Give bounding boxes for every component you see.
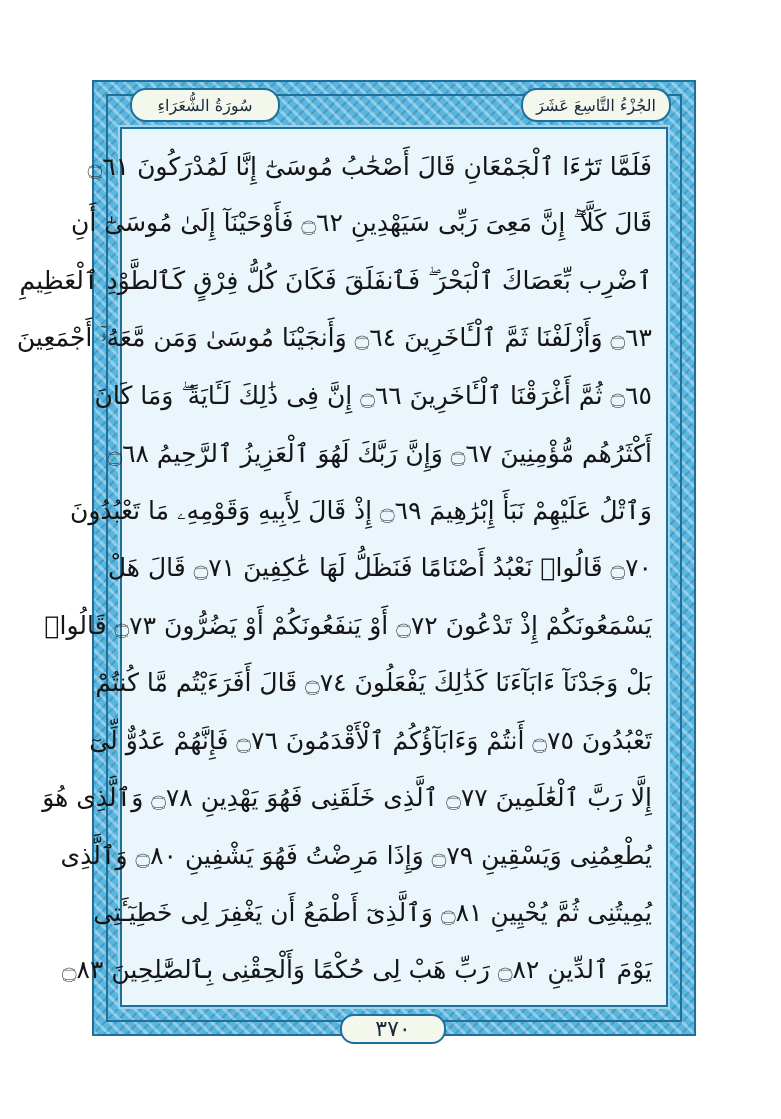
juz-header (521, 88, 671, 122)
text-line (42, 772, 658, 824)
surah-header (130, 88, 280, 122)
page-number-text: ٣٧٠ (375, 1016, 411, 1042)
text-line-content: قَالَ كَلَّآ ۖ إِنَّ مَعِىَ رَبِّى سَيَهْدِينِ ۝٦٢ فَأَوْحَيْنَآ إِلَىٰ مُوسَىٰٓ أَنِ (71, 208, 652, 238)
text-line (61, 944, 658, 996)
text-line-content: يَسْمَعُونَكُمْ إِذْ تَدْعُونَ ۝٧٢ أَوْ يَنفَعُونَكُمْ أَوْ يَضُرُّونَ ۝٧٣ قَالُوا۟ (44, 610, 652, 640)
text-line (107, 427, 658, 479)
text-line-content: وَٱتْلُ عَلَيْهِمْ نَبَأَ إِبْرَٰهِيمَ ۝٦٩ إِذْ قَالَ لِأَبِيهِ وَقَوْمِهِۦ مَا تَعْبُدُونَ (69, 495, 652, 525)
text-line-content: فَلَمَّا تَرَٰٓءَا ٱلْجَمْعَانِ قَالَ أَصْحَٰبُ مُوسَىٰٓ إِنَّا لَمُدْرَكُونَ ۝٦١ (87, 151, 652, 181)
quran-text (16, 140, 658, 996)
text-line-content: ۝٧٠ قَالُوا۟ نَعْبُدُ أَصْنَامًا فَنَظَلُّ لَهَا عَٰكِفِينَ ۝٧١ قَالَ هَلْ (107, 553, 652, 583)
text-line-content: يُمِيتُنِى ثُمَّ يُحْيِينِ ۝٨١ وَٱلَّذِىٓ أَطْمَعُ أَن يَغْفِرَ لِى خَطِيٓـَٔتِى (93, 897, 652, 927)
text-line (93, 886, 658, 938)
text-line (60, 829, 658, 881)
text-line (89, 714, 658, 766)
text-line-content: تَعْبُدُونَ ۝٧٥ أَنتُمْ وَءَابَآؤُكُمُ ٱلْأَقْدَمُونَ ۝٧٦ فَإِنَّهُمْ عَدُوٌّ لِّىٓ (89, 725, 652, 755)
text-line-content: أَكْثَرُهُم مُّؤْمِنِينَ ۝٦٧ وَإِنَّ رَبَّكَ لَهُوَ ٱلْعَزِيزُ ٱلرَّحِيمُ ۝٦٨ (107, 438, 652, 468)
text-line-content: يَوْمَ ٱلدِّينِ ۝٨٢ رَبِّ هَبْ لِى حُكْمًا وَأَلْحِقْنِى بِٱلصَّٰلِحِينَ ۝٨٣ (61, 955, 652, 985)
text-line-content: ۝٦٣ وَأَزْلَفْنَا ثَمَّ ٱلْـَٔاخَرِينَ ۝٦٤ وَأَنجَيْنَا مُوسَىٰ وَمَن مَّعَهُۥٓ أَجْمَعِينَ (16, 323, 652, 353)
text-line-content: يُطْعِمُنِى وَيَسْقِينِ ۝٧٩ وَإِذَا مَرِضْتُ فَهُوَ يَشْفِينِ ۝٨٠ وَٱلَّذِى (60, 840, 652, 870)
text-line (87, 140, 658, 192)
text-line (44, 599, 658, 651)
text-line (69, 485, 658, 537)
text-line-content: ٱضْرِب بِّعَصَاكَ ٱلْبَحْرَ ۖ فَٱنفَلَقَ فَكَانَ كُلُّ فِرْقٍ كَٱلطَّوْدِ ٱلْعَظِيمِ (19, 265, 652, 295)
text-line-content: ۝٦٥ ثُمَّ أَغْرَقْنَا ٱلْـَٔاخَرِينَ ۝٦٦ إِنَّ فِى ذَٰلِكَ لَـَٔايَةً ۖ وَمَا كَانَ (94, 380, 652, 410)
text-line (107, 542, 658, 594)
page-number (340, 1014, 446, 1044)
text-line (95, 657, 658, 709)
surah-title: سُورَةُ الشُّعَرَاءِ (157, 95, 253, 115)
text-line-content: إِلَّا رَبَّ ٱلْعَٰلَمِينَ ۝٧٧ ٱلَّذِى خَلَقَنِى فَهُوَ يَهْدِينِ ۝٧٨ وَٱلَّذِى هُوَ (42, 783, 652, 813)
text-line (71, 197, 658, 249)
text-line (94, 370, 658, 422)
text-line-content: بَلْ وَجَدْنَآ ءَابَآءَنَا كَذَٰلِكَ يَفْعَلُونَ ۝٧٤ قَالَ أَفَرَءَيْتُم مَّا كُنتُمْ (95, 668, 652, 698)
text-line (19, 255, 658, 307)
text-line (16, 312, 658, 364)
juz-title: الجُزْءُ التَّاسِعَ عَشَرَ (536, 95, 656, 115)
